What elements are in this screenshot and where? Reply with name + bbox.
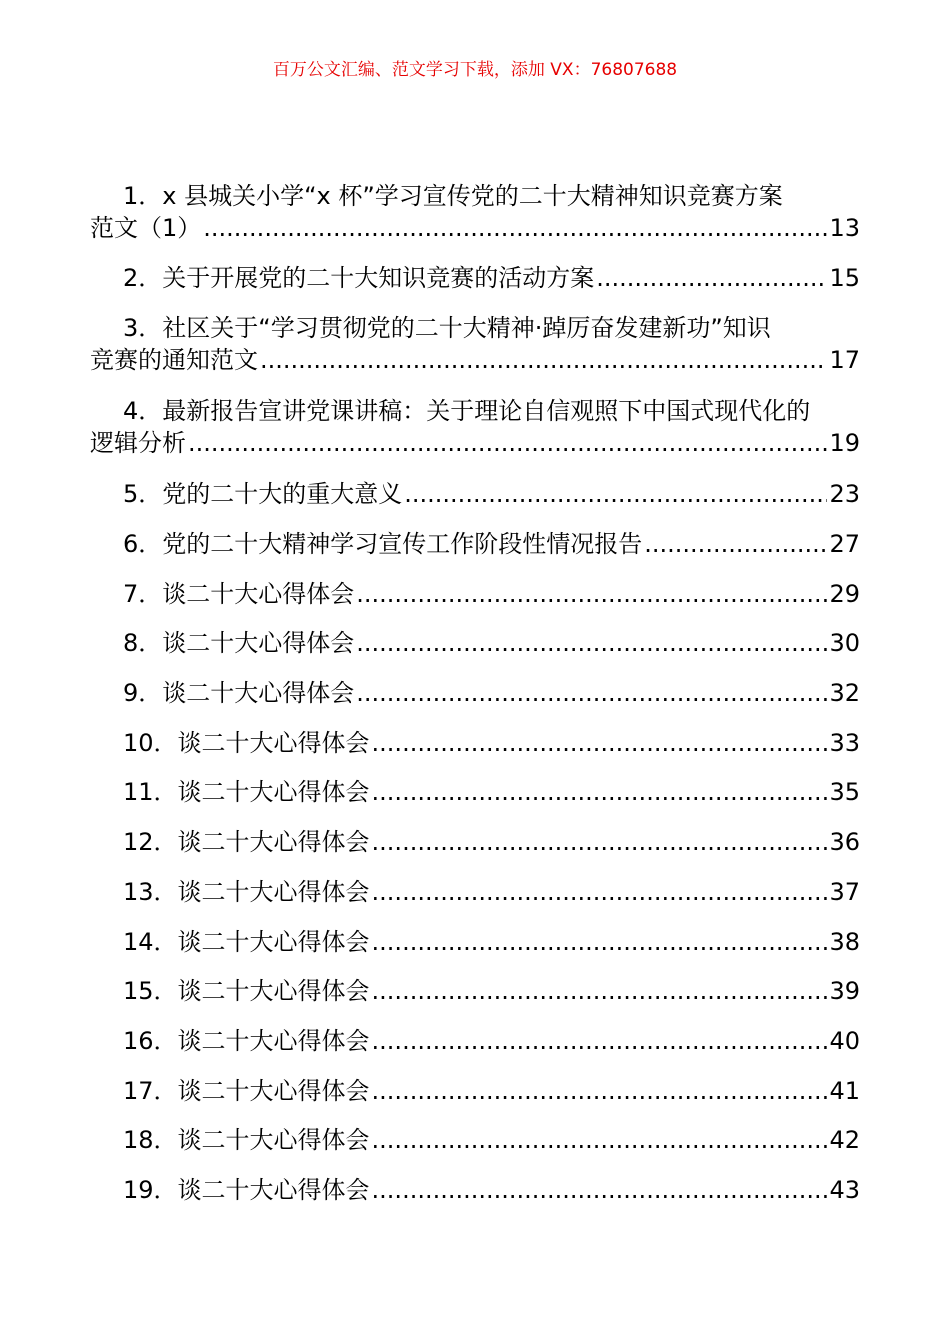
toc-entry-text: 6．党的二十大精神学习宣传工作阶段性情况报告 [123,530,643,558]
toc-entry-text: 7．谈二十大心得体会 [123,580,355,608]
toc-entry-text: 竞赛的通知范文 [90,346,258,374]
toc-entry-7-row[interactable] [90,576,860,612]
dot-leader [372,874,828,910]
toc-entry-6-row[interactable] [90,526,860,562]
page-number: 35 [829,778,860,806]
toc-entry-13-row[interactable] [90,874,860,910]
toc-entry-8-row[interactable] [90,625,860,661]
toc-entry-3-row[interactable] [90,342,860,378]
page-number: 30 [829,629,860,657]
toc-entry-text: 11．谈二十大心得体会 [123,778,370,806]
toc-entry-9-row[interactable] [90,675,860,711]
page-number: 33 [829,729,860,757]
dot-leader [372,725,828,761]
dot-leader [372,824,828,860]
toc-entry-16-row[interactable] [90,1023,860,1059]
dot-leader [644,526,827,562]
toc-entry-19-row[interactable] [90,1172,860,1208]
page-number: 17 [829,346,860,374]
toc-entry-1-title: 1．x 县城关小学“x 杯”学习宣传党的二十大精神知识竞赛方案 [123,182,783,210]
toc-entry-15-row[interactable] [90,973,860,1009]
toc-entry-text: 9．谈二十大心得体会 [123,679,355,707]
toc-entry-14-row[interactable] [90,924,860,960]
page-number: 39 [829,977,860,1005]
toc-entry-11-row[interactable] [90,774,860,810]
page-number: 13 [829,214,860,242]
toc-entry-5-row[interactable] [90,476,860,512]
toc-entry-18-row[interactable] [90,1122,860,1158]
toc-entry-text: 15．谈二十大心得体会 [123,977,370,1005]
toc-entry-4-title: 4．最新报告宣讲党课讲稿：关于理论自信观照下中国式现代化的 [123,397,811,425]
dot-leader [372,973,828,1009]
toc-entry-17-row[interactable] [90,1073,860,1109]
dot-leader [372,774,828,810]
toc-entry-3-title: 3．社区关于“学习贯彻党的二十大精神·踔厉奋发建新功”知识 [123,314,771,342]
dot-leader [372,924,828,960]
dot-leader [260,342,827,378]
toc-entry-12-row[interactable] [90,824,860,860]
dot-leader [356,675,827,711]
page-number: 27 [829,530,860,558]
page-number: 41 [829,1077,860,1105]
dot-leader [372,1073,828,1109]
dot-leader [356,576,827,612]
toc-entry-4-row[interactable] [90,425,860,461]
page-number: 32 [829,679,860,707]
toc-entry-1-row[interactable] [90,210,860,246]
page-number: 36 [829,828,860,856]
page-number: 37 [829,878,860,906]
page-number: 42 [829,1126,860,1154]
toc-entry-text: 19．谈二十大心得体会 [123,1176,370,1204]
toc-entry-text: 逻辑分析 [90,429,186,457]
dot-leader [372,1122,828,1158]
toc-entry-10-row[interactable] [90,725,860,761]
toc-entry-text: 18．谈二十大心得体会 [123,1126,370,1154]
toc-entry-text: 范文（1） [90,214,202,242]
toc-entry-text: 16．谈二十大心得体会 [123,1027,370,1055]
toc-entry-text: 10．谈二十大心得体会 [123,729,370,757]
page-number: 40 [829,1027,860,1055]
toc-entry-text: 13．谈二十大心得体会 [123,878,370,906]
page-number: 19 [829,429,860,457]
dot-leader [188,425,827,461]
dot-leader [372,1023,828,1059]
page-number: 38 [829,928,860,956]
page-number: 23 [829,480,860,508]
watermark-header: 百万公文汇编、范文学习下载，添加 VX：76807688 [272,60,678,80]
dot-leader [404,476,827,512]
toc-entry-text: 12．谈二十大心得体会 [123,828,370,856]
page-number: 15 [829,264,860,292]
toc-entry-text: 17．谈二十大心得体会 [123,1077,370,1105]
dot-leader [203,210,827,246]
page-number: 29 [829,580,860,608]
page-number: 43 [829,1176,860,1204]
dot-leader [356,625,827,661]
toc-entry-text: 5．党的二十大的重大意义 [123,480,403,508]
toc-entry-text: 8．谈二十大心得体会 [123,629,355,657]
toc-entry-2-row[interactable] [90,260,860,296]
toc-entry-text: 14．谈二十大心得体会 [123,928,370,956]
dot-leader [596,260,827,296]
toc-entry-text: 2．关于开展党的二十大知识竞赛的活动方案 [123,264,595,292]
dot-leader [372,1172,828,1208]
